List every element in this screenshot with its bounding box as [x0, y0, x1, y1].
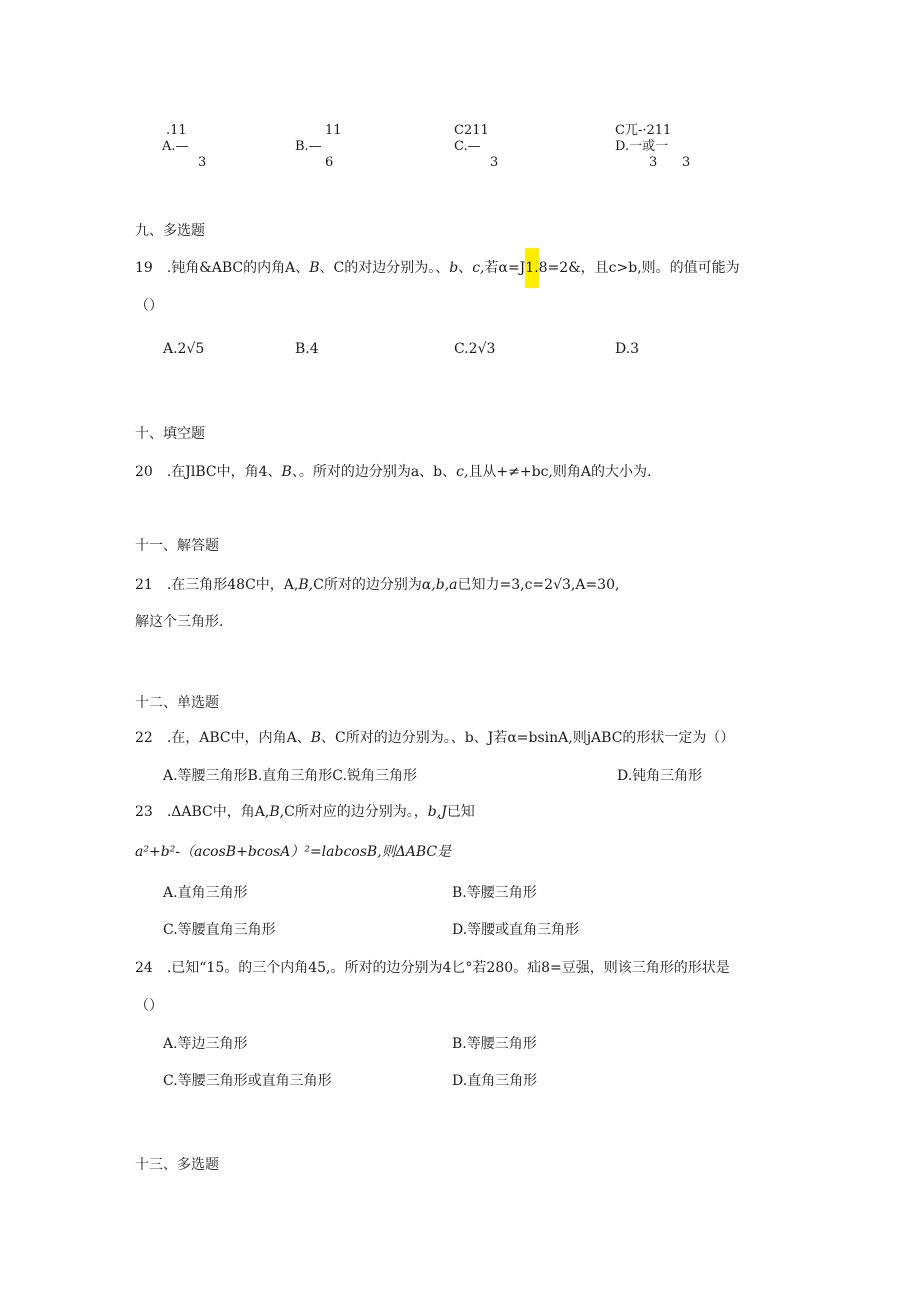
section-heading-10: 十、填空题: [135, 426, 205, 442]
q22-option-d: D.钝角三角形: [617, 768, 703, 784]
q19-option-c: C.2√3: [454, 341, 496, 357]
question-20: [135, 463, 651, 481]
question-23: [135, 803, 475, 821]
q24-paren: （）: [135, 998, 163, 1014]
q20-text-1: 20 .在JlBC中，角4、: [135, 464, 282, 480]
q19-text-1: 19 .钝角&ABC的内角A、: [135, 260, 310, 276]
q19-paren: （）: [135, 298, 163, 314]
q20-text-2: 、。所对的边分别为a、b、: [291, 464, 457, 480]
q18-option-c-label: C.—: [454, 139, 481, 154]
section-heading-9: 九、多选题: [135, 223, 205, 239]
q18-option-c-numerator: C211: [454, 123, 489, 138]
q21-text-1: 21 .在三角形48C中，A,: [135, 577, 299, 593]
section-heading-11: 十一、解答题: [135, 538, 219, 554]
q23-text-b: B,: [269, 804, 285, 820]
q19-text-c: c,: [472, 260, 485, 276]
q24-option-d: D.直角三角形: [452, 1073, 538, 1089]
q22-text-2: 、C所对的边分别为。、b、J若α=bsinA,则jABC的形状一定为（）: [321, 730, 735, 746]
q19-text-2: 、C的对边分别为。、: [319, 260, 450, 276]
q19-option-d: D.3: [615, 341, 640, 357]
question-19: [135, 259, 740, 277]
q18-option-b-label: B.—: [295, 139, 322, 154]
q22-options-abc: A.等腰三角形B.直角三角形C.锐角三角形: [163, 768, 417, 784]
q22-text-b: B: [310, 730, 322, 746]
question-21-line-2: 解这个三角形.: [135, 614, 224, 630]
q24-option-c: C.等腰三角形或直角三角形: [163, 1073, 332, 1089]
q19-option-b: B.4: [295, 341, 319, 357]
q21-text-3: 已知力=3,c=2√3,A=30,: [457, 577, 620, 593]
q22-text-1: 22 .在，ABC中，内角A、: [135, 730, 311, 746]
q18-option-a-denominator: 3: [198, 155, 207, 170]
q23-text-1: 23 .ΔABC中，角A,: [135, 804, 270, 820]
q18-option-b-denominator: 6: [325, 155, 334, 170]
q18-option-b-numerator: 11: [325, 123, 342, 138]
q19-text-sep: 、: [458, 260, 473, 276]
q23-text-2: C所对应的边分别为。，: [284, 804, 428, 820]
question-21: [135, 576, 619, 594]
q23-option-b: B.等腰三角形: [452, 885, 537, 901]
section-heading-13: 十三、多选题: [135, 1157, 219, 1173]
q19-text-b: B: [309, 260, 320, 276]
q19-text-4: 8=2&，且c>b,则。的值可能为: [538, 260, 740, 276]
q19-text-3: 若α=J: [484, 260, 526, 276]
question-23-formula: a²+b²-（acosB+bcosA）²=labcosB,则ΔABC是: [135, 844, 452, 860]
q21-text-b: B,: [298, 577, 314, 593]
q23-text-3: 已知: [446, 804, 475, 820]
q18-option-c-denominator: 3: [490, 155, 499, 170]
q18-option-d-label: D.一或一: [615, 139, 669, 154]
q19-text-b2: b: [449, 260, 459, 276]
q24-option-b: B.等腰三角形: [452, 1036, 537, 1052]
q21-text-abc: α,b,a: [421, 577, 458, 593]
q24-option-a: A.等边三角形: [163, 1036, 248, 1052]
q21-text-2: C所对的边分别为: [313, 577, 422, 593]
q20-text-c: c,: [456, 464, 469, 480]
q20-text-3: 且从+≠+bc,则角A的大小为.: [468, 464, 652, 480]
question-24: 24 .已知“15。的三个内角45,。所对的边分别为4匕°若280。疝8=豆强，则该三角形的形状是: [135, 960, 730, 976]
question-22: [135, 729, 734, 747]
q19-highlight: 1.: [525, 248, 538, 288]
q20-text-b: B: [281, 464, 292, 480]
q23-text-bj: b,J: [427, 804, 447, 820]
q18-option-a-numerator: .11: [166, 123, 187, 138]
section-heading-12: 十二、单选题: [135, 695, 219, 711]
q18-option-a-label: A.—: [162, 139, 189, 154]
q23-option-c: C.等腰直角三角形: [163, 922, 276, 938]
q18-option-d-numerator: C兀-·211: [615, 123, 672, 138]
q18-option-d-denominator-2: 3: [682, 155, 691, 170]
q19-option-a: A.2√5: [163, 341, 205, 357]
q23-option-a: A.直角三角形: [163, 885, 248, 901]
q18-option-d-denominator-1: 3: [649, 155, 658, 170]
q23-option-d: D.等腰或直角三角形: [452, 922, 580, 938]
